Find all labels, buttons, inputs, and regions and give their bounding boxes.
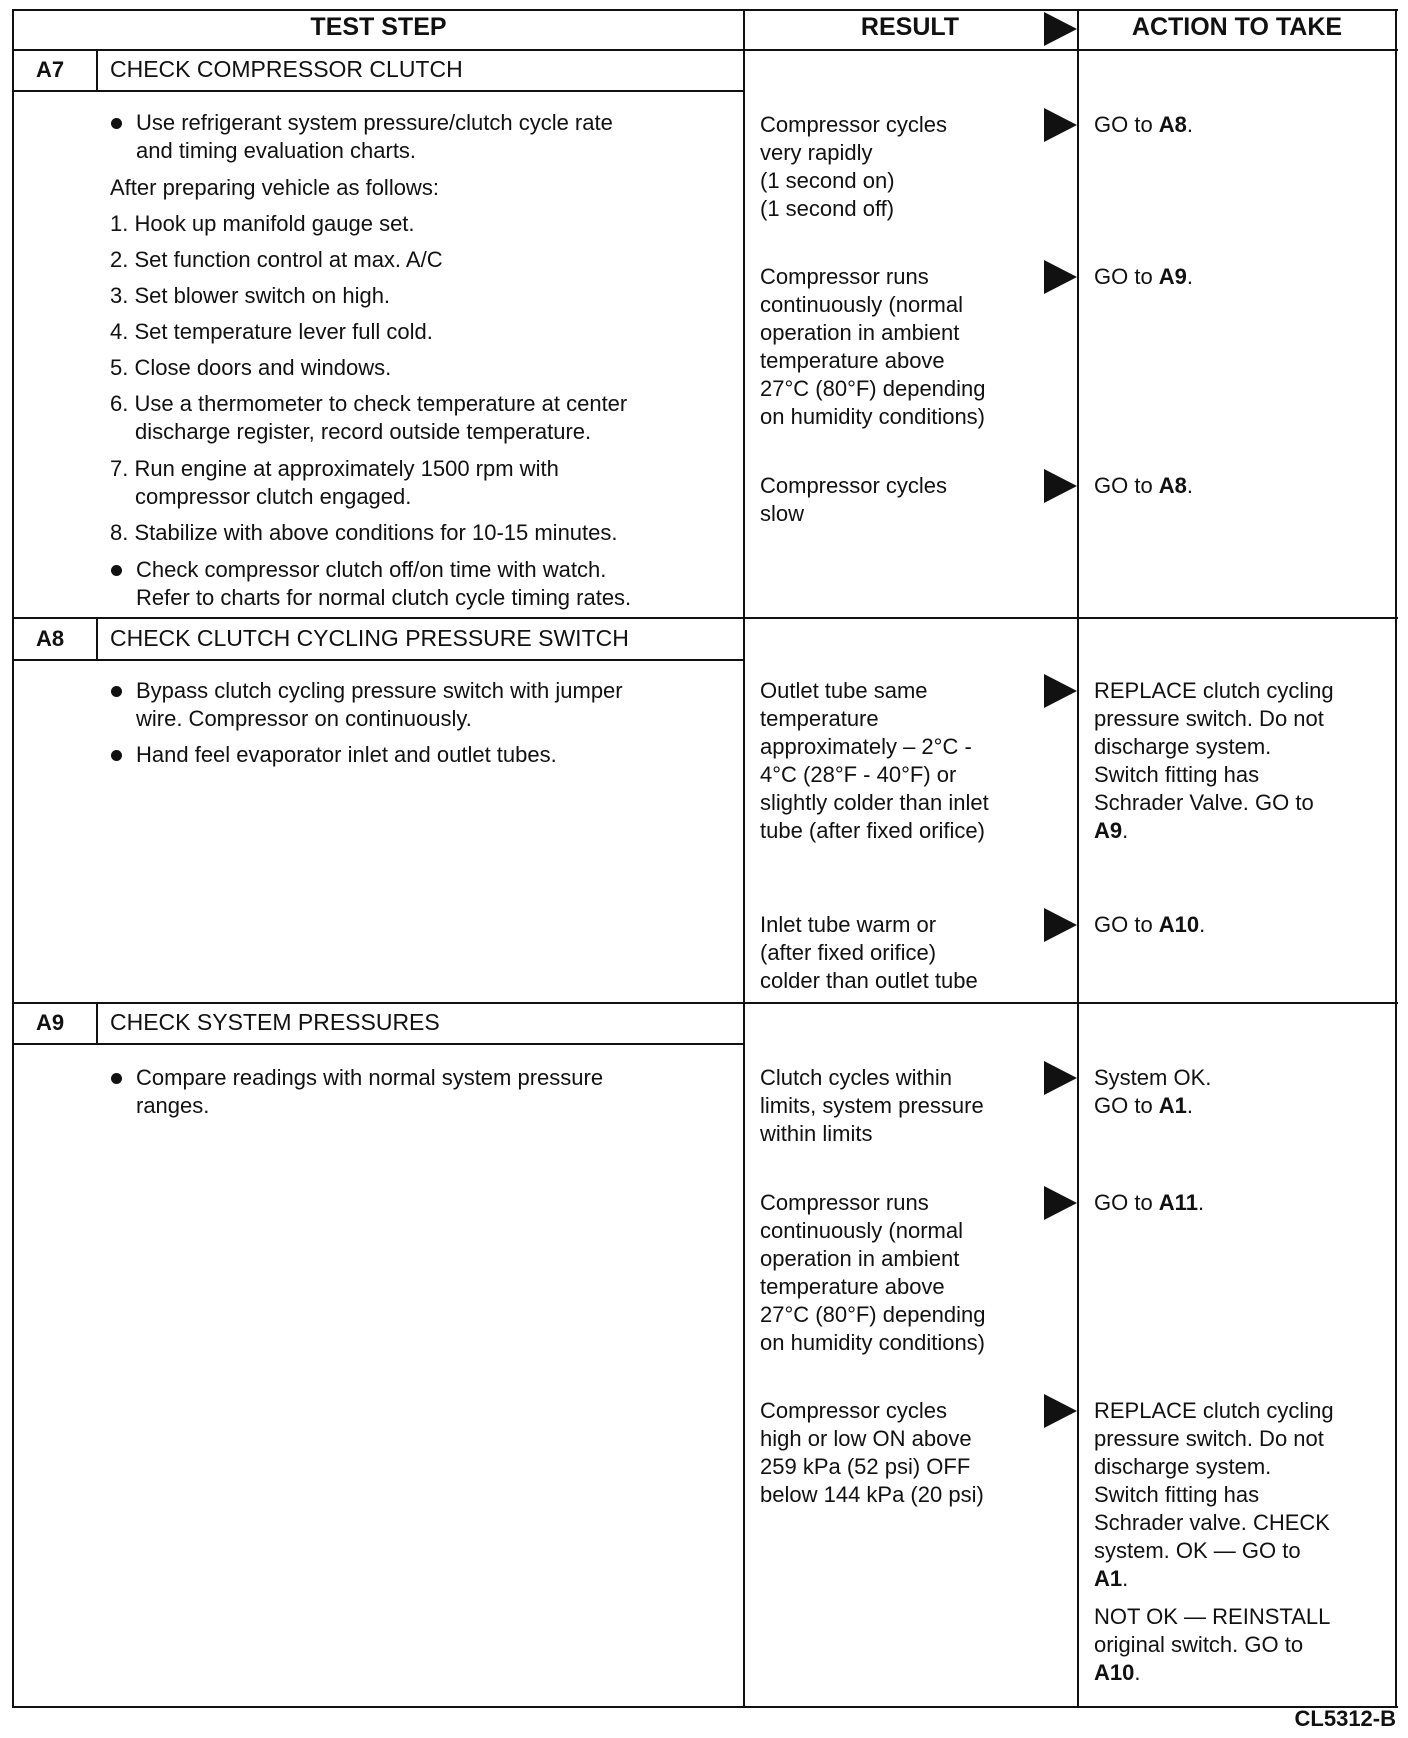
col-divider-action [1077,9,1079,1708]
a8-bullet1-line1: Bypass clutch cycling pressure switch with jumper [136,678,623,703]
header-test-step: TEST STEP [310,13,447,41]
step-id-a8: A8 [36,626,65,651]
table-bottom-border [12,1706,1398,1708]
a9-label-box-divider [96,1002,98,1045]
result-arrow-icon [1044,908,1077,942]
a7-step-4: 4. Set temperature lever full cold. [110,319,433,344]
result-arrow-icon [1044,1186,1077,1220]
a8-bullet2: Hand feel evaporator inlet and outlet tubes. [136,742,557,767]
a8-result-1: Outlet tube same temperature approximately – 2°C - 4°C (28°F - 40°F) or slightly colder than inlet tube (after fixed orifice) [760,678,989,843]
a7-action-2: GO to A9. [1094,264,1194,289]
bullet-icon [111,118,122,129]
a7-bullet1-line2: and timing evaluation charts. [136,138,417,163]
a7-result-2: Compressor runs continuously (normal operation in ambient temperature above 27°C (80°F) depending on humidity conditions) [760,264,986,429]
bullet-icon [111,1073,122,1084]
a7-label-box-bottom [12,90,745,92]
header-bottom-border [12,49,1398,51]
a7-step-8: 8. Stabilize with above conditions for 10-15 minutes. [110,520,618,545]
step-title-a9: CHECK SYSTEM PRESSURES [110,1009,440,1035]
step-title-a7: CHECK COMPRESSOR CLUTCH [110,56,463,82]
a7-step-7-line1: 7. Run engine at approximately 1500 rpm with [110,456,559,481]
a8-label-box-divider [96,617,98,661]
figure-code: CL5312-B [1294,1706,1396,1731]
step-id-a9: A9 [36,1010,65,1035]
a7-step-5: 5. Close doors and windows. [110,355,392,380]
a7-bullet2-line1: Check compressor clutch off/on time with watch. [136,557,607,582]
a8-action-2: GO to A10. [1094,912,1206,937]
a7-step-1: 1. Hook up manifold gauge set. [110,211,415,236]
step-id-a7: A7 [36,57,65,82]
a7-prep-text: After preparing vehicle as follows: [110,175,439,200]
bullet-icon [111,686,122,697]
a7-step-6-line1: 6. Use a thermometer to check temperature at center [110,391,628,416]
a7-bullet2-line2: Refer to charts for normal clutch cycle timing rates. [136,585,632,610]
a9-bullet1-line2: ranges. [136,1093,210,1118]
section-divider-a9 [12,1002,1398,1004]
a7-label-box-divider [96,49,98,92]
header-arrow-icon [1044,12,1077,46]
a7-bullet1-line1: Use refrigerant system pressure/clutch cycle rate [136,110,613,135]
result-arrow-icon [1044,674,1077,708]
a8-label-box-bottom [12,659,745,661]
a7-action-1: GO to A8. [1094,112,1194,137]
a7-step-6-line2: discharge register, record outside temperature. [135,419,592,444]
table-top-border [12,9,1398,11]
a9-label-box-bottom [12,1043,745,1045]
a7-step-3: 3. Set blower switch on high. [110,283,391,308]
a9-result-1: Clutch cycles within limits, system pressure within limits [760,1065,984,1146]
a9-result-2: Compressor runs continuously (normal operation in ambient temperature above 27°C (80°F) depending on humidity conditions) [760,1190,986,1355]
a7-action-3: GO to A8. [1094,473,1194,498]
bullet-icon [111,565,122,576]
a8-action-1: REPLACE clutch cycling pressure switch. Do not discharge system. Switch fitting has Schrader Valve. GO to A9. [1094,678,1334,843]
a9-action-4: NOT OK — REINSTALL original switch. GO to A10. [1094,1604,1331,1685]
header-result: RESULT [860,13,960,41]
a9-result-3: Compressor cycles high or low ON above 259 kPa (52 psi) OFF below 144 kPa (20 psi) [760,1398,984,1507]
bullet-icon [111,750,122,761]
a9-action-3: REPLACE clutch cycling pressure switch. Do not discharge system. Switch fitting has Schrader valve. CHECK system. OK — GO to A1. [1094,1398,1334,1591]
table-left-border [12,9,14,1708]
result-arrow-icon [1044,1394,1077,1428]
a9-action-2: GO to A11. [1094,1190,1205,1215]
result-arrow-icon [1044,108,1077,142]
result-arrow-icon [1044,1061,1077,1095]
a9-action-1: System OK. GO to A1. [1094,1065,1212,1118]
a7-step-2: 2. Set function control at max. A/C [110,247,443,272]
a7-result-1: Compressor cycles very rapidly (1 second on) (1 second off) [760,112,948,221]
a7-result-3: Compressor cycles slow [760,473,948,526]
a8-bullet1-line2: wire. Compressor on continuously. [136,706,472,731]
header-action: ACTION TO TAKE [1131,13,1343,41]
a8-result-2: Inlet tube warm or (after fixed orifice) colder than outlet tube [760,912,978,993]
table-right-border [1395,9,1397,1708]
a7-step-7-line2: compressor clutch engaged. [135,484,412,509]
a9-bullet1-line1: Compare readings with normal system pressure [136,1065,604,1090]
section-divider-a8 [12,617,1398,619]
col-divider-result [743,9,745,1708]
result-arrow-icon [1044,469,1077,503]
step-title-a8: CHECK CLUTCH CYCLING PRESSURE SWITCH [110,625,629,651]
result-arrow-icon [1044,260,1077,294]
